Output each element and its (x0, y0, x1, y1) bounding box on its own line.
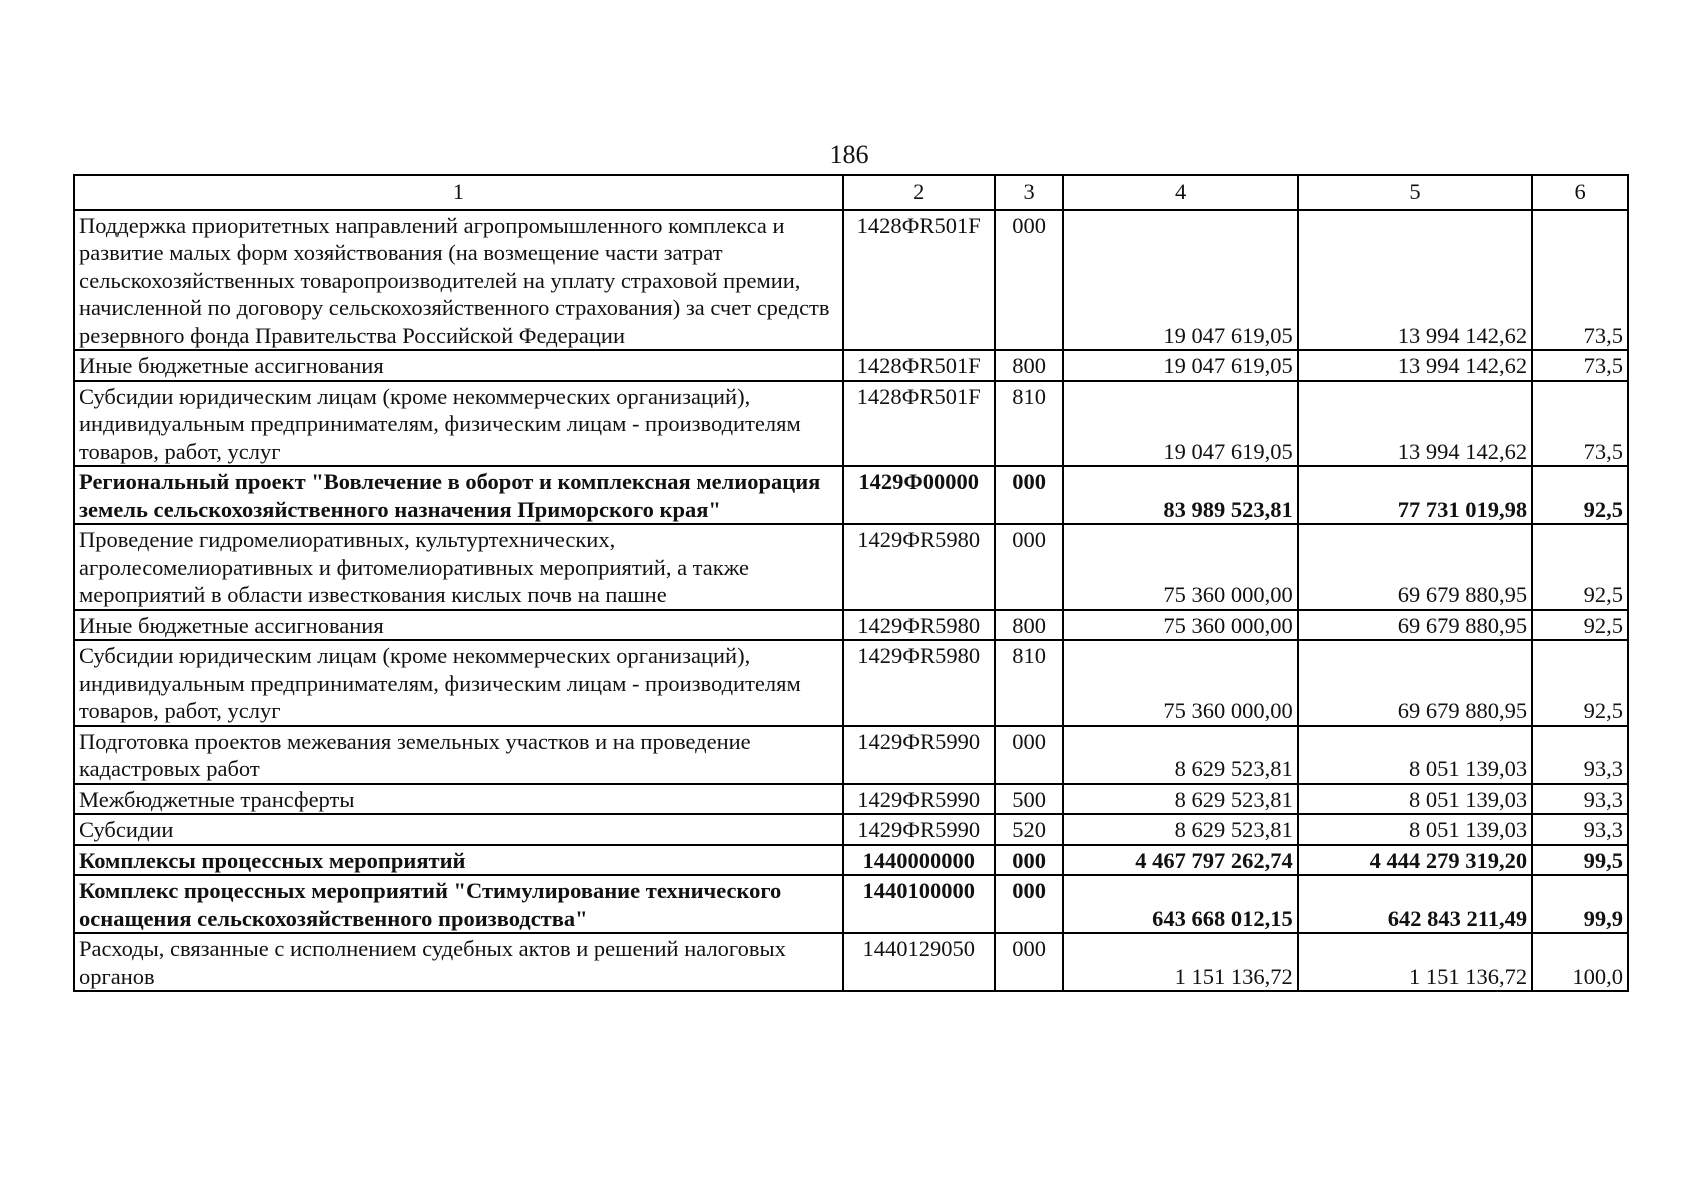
row-expense-type-cell: 000 (995, 210, 1064, 351)
row-name-cell: Комплекс процессных мероприятий "Стимулирование технического оснащения сельскохозяйственного производства" (74, 875, 843, 933)
table-row (74, 640, 1628, 726)
table-row (74, 933, 1628, 991)
row-code-cell: 1440129050 (843, 933, 995, 991)
row-code-cell: 1440100000 (843, 875, 995, 933)
table-row (74, 845, 1628, 876)
header-row (74, 175, 1628, 210)
table-row (74, 524, 1628, 610)
row-planned-amount-cell: 75 360 000,00 (1063, 524, 1297, 610)
column-header: 5 (1298, 175, 1532, 210)
column-header: 2 (843, 175, 995, 210)
column-header: 6 (1532, 175, 1628, 210)
row-expense-type-cell: 000 (995, 875, 1064, 933)
row-actual-amount-cell: 13 994 142,62 (1298, 381, 1532, 467)
row-planned-amount-cell: 8 629 523,81 (1063, 726, 1297, 784)
row-planned-amount-cell: 1 151 136,72 (1063, 933, 1297, 991)
row-code-cell: 1440000000 (843, 845, 995, 876)
table-row (74, 814, 1628, 845)
row-expense-type-cell: 810 (995, 381, 1064, 467)
row-percent-cell: 92,5 (1532, 524, 1628, 610)
row-planned-amount-cell: 19 047 619,05 (1063, 381, 1297, 467)
row-planned-amount-cell: 4 467 797 262,74 (1063, 845, 1297, 876)
row-percent-cell: 92,5 (1532, 610, 1628, 641)
row-planned-amount-cell: 19 047 619,05 (1063, 350, 1297, 381)
row-planned-amount-cell: 8 629 523,81 (1063, 784, 1297, 815)
row-actual-amount-cell: 77 731 019,98 (1298, 466, 1532, 524)
row-expense-type-cell: 520 (995, 814, 1064, 845)
row-percent-cell: 93,3 (1532, 726, 1628, 784)
table-row (74, 350, 1628, 381)
row-actual-amount-cell: 69 679 880,95 (1298, 524, 1532, 610)
row-expense-type-cell: 500 (995, 784, 1064, 815)
row-planned-amount-cell: 83 989 523,81 (1063, 466, 1297, 524)
row-expense-type-cell: 000 (995, 524, 1064, 610)
row-percent-cell: 73,5 (1532, 210, 1628, 351)
row-planned-amount-cell: 643 668 012,15 (1063, 875, 1297, 933)
row-name-cell: Субсидии (74, 814, 843, 845)
row-actual-amount-cell: 1 151 136,72 (1298, 933, 1532, 991)
row-percent-cell: 92,5 (1532, 466, 1628, 524)
table-row (74, 381, 1628, 467)
table-row (74, 726, 1628, 784)
table-row (74, 610, 1628, 641)
row-code-cell: 1429ФR5990 (843, 726, 995, 784)
table-row (74, 210, 1628, 351)
row-expense-type-cell: 000 (995, 845, 1064, 876)
table-row (74, 466, 1628, 524)
row-name-cell: Расходы, связанные с исполнением судебных актов и решений налоговых органов (74, 933, 843, 991)
row-actual-amount-cell: 8 051 139,03 (1298, 814, 1532, 845)
table-body (74, 175, 1628, 991)
page-number: 186 (829, 140, 869, 169)
row-name-cell: Субсидии юридическим лицам (кроме некоммерческих организаций), индивидуальным предпринимателям, физическим лицам - производителям товаров, работ, услуг (74, 381, 843, 467)
row-expense-type-cell: 810 (995, 640, 1064, 726)
column-header: 1 (74, 175, 843, 210)
row-code-cell: 1429ФR5980 (843, 524, 995, 610)
row-percent-cell: 92,5 (1532, 640, 1628, 726)
row-name-cell: Подготовка проектов межевания земельных участков и на проведение кадастровых работ (74, 726, 843, 784)
table-row (74, 784, 1628, 815)
row-code-cell: 1429ФR5990 (843, 784, 995, 815)
table-row (74, 875, 1628, 933)
row-name-cell: Иные бюджетные ассигнования (74, 610, 843, 641)
row-name-cell: Проведение гидромелиоративных, культуртехнических, агролесомелиоративных и фитомелиоративных мероприятий, а также мероприятий в области известкования кислых почв на пашне (74, 524, 843, 610)
row-planned-amount-cell: 75 360 000,00 (1063, 610, 1297, 641)
row-percent-cell: 99,5 (1532, 845, 1628, 876)
row-percent-cell: 73,5 (1532, 381, 1628, 467)
row-code-cell: 1428ФR501F (843, 381, 995, 467)
budget-table (73, 174, 1629, 992)
row-code-cell: 1428ФR501F (843, 350, 995, 381)
row-expense-type-cell: 000 (995, 466, 1064, 524)
row-actual-amount-cell: 8 051 139,03 (1298, 726, 1532, 784)
row-expense-type-cell: 800 (995, 350, 1064, 381)
row-actual-amount-cell: 642 843 211,49 (1298, 875, 1532, 933)
row-percent-cell: 99,9 (1532, 875, 1628, 933)
row-name-cell: Субсидии юридическим лицам (кроме некоммерческих организаций), индивидуальным предпринимателям, физическим лицам - производителям товаров, работ, услуг (74, 640, 843, 726)
row-actual-amount-cell: 8 051 139,03 (1298, 784, 1532, 815)
row-actual-amount-cell: 13 994 142,62 (1298, 210, 1532, 351)
row-planned-amount-cell: 19 047 619,05 (1063, 210, 1297, 351)
row-expense-type-cell: 000 (995, 933, 1064, 991)
column-header: 3 (995, 175, 1064, 210)
row-percent-cell: 73,5 (1532, 350, 1628, 381)
row-expense-type-cell: 800 (995, 610, 1064, 641)
row-percent-cell: 93,3 (1532, 814, 1628, 845)
row-name-cell: Иные бюджетные ассигнования (74, 350, 843, 381)
row-name-cell: Региональный проект "Вовлечение в оборот и комплексная мелиорация земель сельскохозяйственного назначения Приморского края" (74, 466, 843, 524)
row-actual-amount-cell: 69 679 880,95 (1298, 640, 1532, 726)
row-name-cell: Межбюджетные трансферты (74, 784, 843, 815)
row-code-cell: 1428ФR501F (843, 210, 995, 351)
row-expense-type-cell: 000 (995, 726, 1064, 784)
column-header: 4 (1063, 175, 1297, 210)
row-name-cell: Комплексы процессных мероприятий (74, 845, 843, 876)
row-percent-cell: 100,0 (1532, 933, 1628, 991)
row-code-cell: 1429ФR5980 (843, 610, 995, 641)
row-actual-amount-cell: 4 444 279 319,20 (1298, 845, 1532, 876)
row-actual-amount-cell: 69 679 880,95 (1298, 610, 1532, 641)
row-code-cell: 1429Ф00000 (843, 466, 995, 524)
row-planned-amount-cell: 8 629 523,81 (1063, 814, 1297, 845)
row-percent-cell: 93,3 (1532, 784, 1628, 815)
row-planned-amount-cell: 75 360 000,00 (1063, 640, 1297, 726)
row-actual-amount-cell: 13 994 142,62 (1298, 350, 1532, 381)
row-code-cell: 1429ФR5990 (843, 814, 995, 845)
row-name-cell: Поддержка приоритетных направлений агропромышленного комплекса и развитие малых форм хозяйствования (на возмещение части затрат сельскохозяйственных товаропроизводителей на уплату страховой премии, начисленной по договору сельскохозяйственного страхования) за счет средств резервного фонда Правительства Российской Федерации (74, 210, 843, 351)
row-code-cell: 1429ФR5980 (843, 640, 995, 726)
